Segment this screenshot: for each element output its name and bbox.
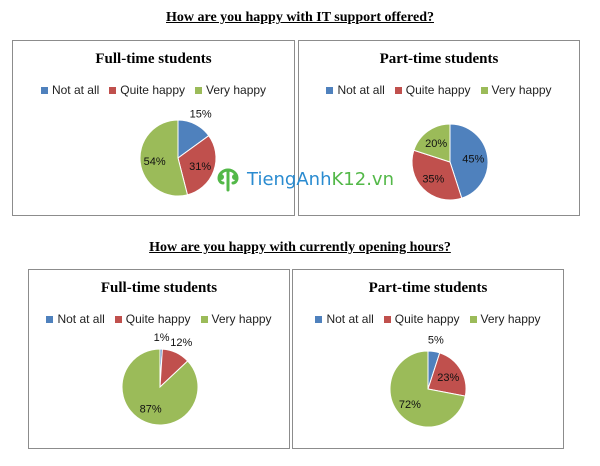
legend-item (326, 83, 384, 97)
legend-label: Not at all (51, 83, 100, 97)
watermark-logo (213, 166, 394, 192)
watermark-text-k12: K12.vn (331, 168, 394, 190)
legend (299, 83, 579, 97)
legend-item (384, 312, 460, 326)
pie-chart (353, 334, 503, 444)
pie-chart (85, 332, 235, 442)
section-title-it-support: How are you happy with IT support offered? (166, 10, 434, 25)
watermark-text-tienganh: TiengAnh (247, 168, 332, 190)
slice-value-label: 15% (189, 108, 212, 121)
legend-swatch (41, 87, 48, 94)
pie-chart (375, 107, 525, 217)
legend-label: Not at all (57, 312, 105, 326)
legend-swatch (395, 87, 402, 94)
slice-value-label: 1% (153, 332, 170, 345)
chart-title: Part-time students (368, 280, 488, 296)
legend-label: Very happy (491, 83, 552, 97)
pie-chart (103, 103, 253, 213)
section-title-opening-hours: How are you happy with currently opening hours? (149, 240, 451, 255)
watermark-logo-icon (213, 166, 243, 192)
legend-swatch (195, 87, 202, 94)
legend-label: Quite happy (120, 83, 186, 97)
legend (29, 312, 289, 326)
legend-label: Very happy (206, 83, 267, 97)
slice-value-label: 20% (425, 137, 448, 150)
legend-label: Quite happy (405, 83, 471, 97)
legend-label: Quite happy (125, 312, 191, 326)
legend-swatch (326, 87, 333, 94)
legend-item (470, 312, 541, 326)
slice-value-label: 12% (170, 336, 193, 349)
slice-value-label: 5% (427, 334, 444, 347)
legend-label: Not at all (337, 83, 385, 97)
legend-swatch (470, 316, 477, 323)
legend-item (41, 83, 99, 97)
legend-label: Not at all (326, 312, 374, 326)
slice-value-label: 31% (189, 160, 212, 173)
legend-item (315, 312, 373, 326)
slice-value-label: 45% (462, 153, 485, 166)
slice-value-label: 72% (398, 399, 421, 412)
legend-swatch (315, 316, 322, 323)
legend-swatch (201, 316, 208, 323)
slice-value-label: 23% (437, 372, 460, 385)
legend-swatch (384, 316, 391, 323)
legend-item (195, 83, 266, 97)
chart-hours-full-time (28, 269, 290, 449)
chart-title: Part-time students (379, 51, 499, 67)
legend-label: Very happy (211, 312, 272, 326)
slice-value-label: 35% (422, 173, 445, 186)
chart-title: Full-time students (95, 51, 212, 67)
legend-swatch (481, 87, 488, 94)
legend-label: Quite happy (394, 312, 460, 326)
legend-swatch (109, 87, 116, 94)
legend-swatch (115, 316, 122, 323)
legend-item (395, 83, 471, 97)
legend-swatch (46, 316, 53, 323)
legend-label: Very happy (480, 312, 541, 326)
legend-item (115, 312, 191, 326)
slice-value-label: 54% (143, 155, 166, 168)
legend (293, 312, 563, 326)
legend-item (201, 312, 272, 326)
chart-title: Full-time students (100, 280, 218, 296)
legend (13, 83, 294, 97)
legend-item (481, 83, 552, 97)
legend-item (109, 83, 185, 97)
legend-item (46, 312, 104, 326)
chart-hours-part-time (292, 269, 564, 449)
slice-value-label: 87% (139, 403, 162, 416)
